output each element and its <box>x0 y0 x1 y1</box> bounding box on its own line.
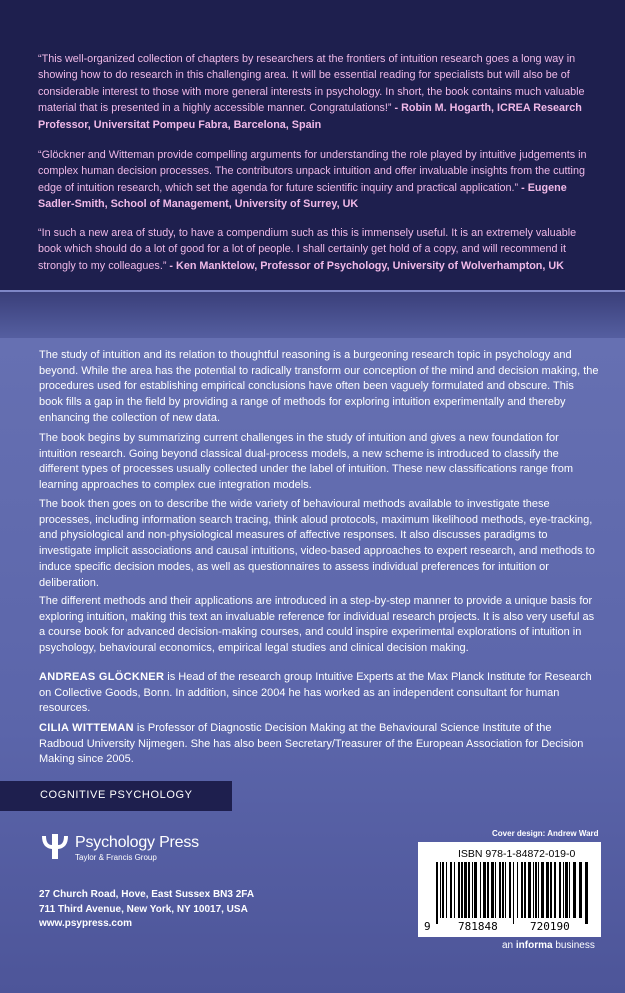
barcode-bar <box>541 862 544 918</box>
barcode-bar <box>546 862 549 918</box>
description-paragraph-2: The book begins by summarizing current challenges in the study of intuition and gives a new foundation for intuition research. Going beyond classical dual-process models, a new scheme is introduced to classify the different types of processes usually collected under the label of intuition. These new classifications range from learning approaches to complex cue integration models. <box>39 432 573 492</box>
barcode-bar <box>509 862 511 918</box>
address-line-2: 711 Third Avenue, New York, NY 10017, USA <box>39 904 248 915</box>
barcode-bar <box>573 862 576 918</box>
barcode-bar <box>446 862 447 918</box>
barcode-bar <box>450 862 452 918</box>
barcode-bar <box>442 862 444 918</box>
barcode-bar <box>554 862 556 918</box>
barcode-bar <box>458 862 460 918</box>
barcode-bar <box>480 862 481 918</box>
isbn-label: ISBN 978-1-84872-019-0 <box>458 848 576 860</box>
category-label: COGNITIVE PSYCHOLOGY <box>40 789 193 801</box>
publisher-group: Taylor & Francis Group <box>75 853 157 862</box>
category-bar <box>0 781 232 811</box>
endorsement-1: “This well-organized collection of chapters by researchers at the frontiers of intuition research goes a long way in showing how to do research in this challenging area. It will be essential reading for specialists but will also be of considerable interest to those with more general interests in psychology. In short, the book contains much valuable material that is presented in a highly accessible manner. Congratulations!” - Robin M. Hogarth, ICREA Research Professor, Universitat Pompeu Fabra, Barcelona, Spain <box>38 53 585 131</box>
barcode-bar <box>483 862 486 918</box>
barcode-bar <box>563 862 564 918</box>
cover-credit: Cover design: Andrew Ward <box>492 829 599 838</box>
barcode-bar <box>517 862 518 918</box>
barcode-bar <box>436 862 438 924</box>
barcode-bar <box>472 862 473 918</box>
author-name: ANDREAS GLÖCKNER <box>39 671 165 683</box>
barcode-bar <box>585 862 588 924</box>
author-name: CILIA WITTEMAN <box>39 722 134 734</box>
endorsement-attribution: - Eugene Sadler-Smith, School of Management, University of Surrey, UK <box>38 181 567 211</box>
barcode-bar <box>474 862 477 918</box>
description-paragraph-3: The book then goes on to describe the wide variety of behavioural methods available to investigate these processes, including information search tracing, think aloud protocols, maximum likelihood methods, eye-tracking, and physiological and non-physiological measures of affective responses. It also discusses paradigms to investigate implicit associations and causal intuitions, video-based approaches to expert research, and methods to induce specific decision modes, as well as questionnaires to assess individual preferences for intuition or deliberation. <box>39 498 595 589</box>
informa-brand: informa <box>515 940 553 951</box>
endorsement-attribution: - Ken Manktelow, Professor of Psychology, University of Wolverhampton, UK <box>169 259 564 272</box>
barcode-bar <box>499 862 501 918</box>
barcode-bar <box>579 862 582 918</box>
endorsement-3: “In such a new area of study, to have a compendium such as this is immensely useful. It is an extremely valuable book which should do a lot of good for a lot of people. I shall certainly get hold of a copy, and will recommend it strongly to my colleagues.” - Ken Manktelow, Professor of Psychology, University of Wolverhampton, UK <box>38 227 577 272</box>
publisher-name: Psychology Press <box>75 834 199 851</box>
psi-logo-icon <box>39 832 71 862</box>
barcode-bar <box>454 862 455 918</box>
barcode-bar <box>505 862 506 918</box>
barcode-digits-right: 720190 <box>530 920 570 933</box>
description-paragraph-1: The study of intuition and its relation to thoughtful reasoning is a burgeoning research topic in psychology and beyond. While the area has the potential to radically transform our conception of the mind and decision making, the procedures used for establishing empirical conclusions have often been vaguely formulated and obscure. This book fills a gap in the field by providing a range of methods for exploring intuition experimentally and thereby enhancing the collection of new data. <box>39 349 599 424</box>
description-paragraph-4: The different methods and their applications are introduced in a step-by-step manner to provide a unique basis for exploring intuition, making this text an invaluable reference for individual research projects. It is also very useful as a course book for advanced decision-making courses, and could inspire experimental explorations of intuition in psychology, behavioural economics, empirical legal studies and clinical decision making. <box>39 595 595 655</box>
barcode-bar <box>559 862 561 918</box>
barcode-bar <box>521 862 523 918</box>
endorsement-2: “Glöckner and Witteman provide compelling arguments for understanding the role played by intuitive judgements in complex human decision processes. The contributors unpack intuition and offer invaluable insights from the cutting edge of intuition research, which set the agenda for future scientific inquiry and practical application.” - Eugene Sadler-Smith, School of Management, University of Surrey, UK <box>38 149 587 211</box>
barcode-bar <box>513 862 514 924</box>
barcode-bar <box>565 862 568 918</box>
barcode-digit-prefix: 9 <box>424 920 431 933</box>
barcode-bar <box>468 862 470 918</box>
barcode <box>418 842 601 937</box>
barcode-bar <box>461 862 463 918</box>
publisher-website: www.psypress.com <box>39 918 132 929</box>
endorsement-attribution: - Robin M. Hogarth, ICREA Research Professor, Universitat Pompeu Fabra, Barcelona, Spain <box>38 102 582 131</box>
address-line-1: 27 Church Road, Hove, East Sussex BN3 2FA <box>39 889 255 900</box>
barcode-bar <box>464 862 467 918</box>
endorsements-panel <box>0 0 625 290</box>
barcode-bar <box>487 862 489 918</box>
barcode-bars <box>418 842 601 937</box>
barcode-bar <box>533 862 534 918</box>
divider-band <box>0 290 625 340</box>
barcode-bar <box>538 862 539 918</box>
barcode-bar <box>495 862 496 918</box>
barcode-bar <box>502 862 504 918</box>
barcode-bar <box>528 862 531 918</box>
barcode-bar <box>550 862 552 918</box>
informa-tagline: an informa business <box>502 940 595 951</box>
barcode-bar <box>535 862 537 918</box>
barcode-bar <box>524 862 526 918</box>
barcode-bar <box>491 862 494 918</box>
author-bio-1: ANDREAS GLÖCKNER is Head of the research group Intuitive Experts at the Max Planck Institute for Research on Collective Goods, Bonn. In addition, since 2004 he has worked as an independent consultant for human resources. <box>39 671 592 715</box>
barcode-digits-left: 781848 <box>458 920 498 933</box>
author-bio-2: CILIA WITTEMAN is Professor of Diagnostic Decision Making at the Behavioural Science Institute of the Radboud University Nijmegen. She has also been Secretary/Treasurer of the European Association for Decision Making since 2005. <box>39 722 584 766</box>
barcode-bar <box>440 862 441 918</box>
barcode-bar <box>569 862 570 918</box>
